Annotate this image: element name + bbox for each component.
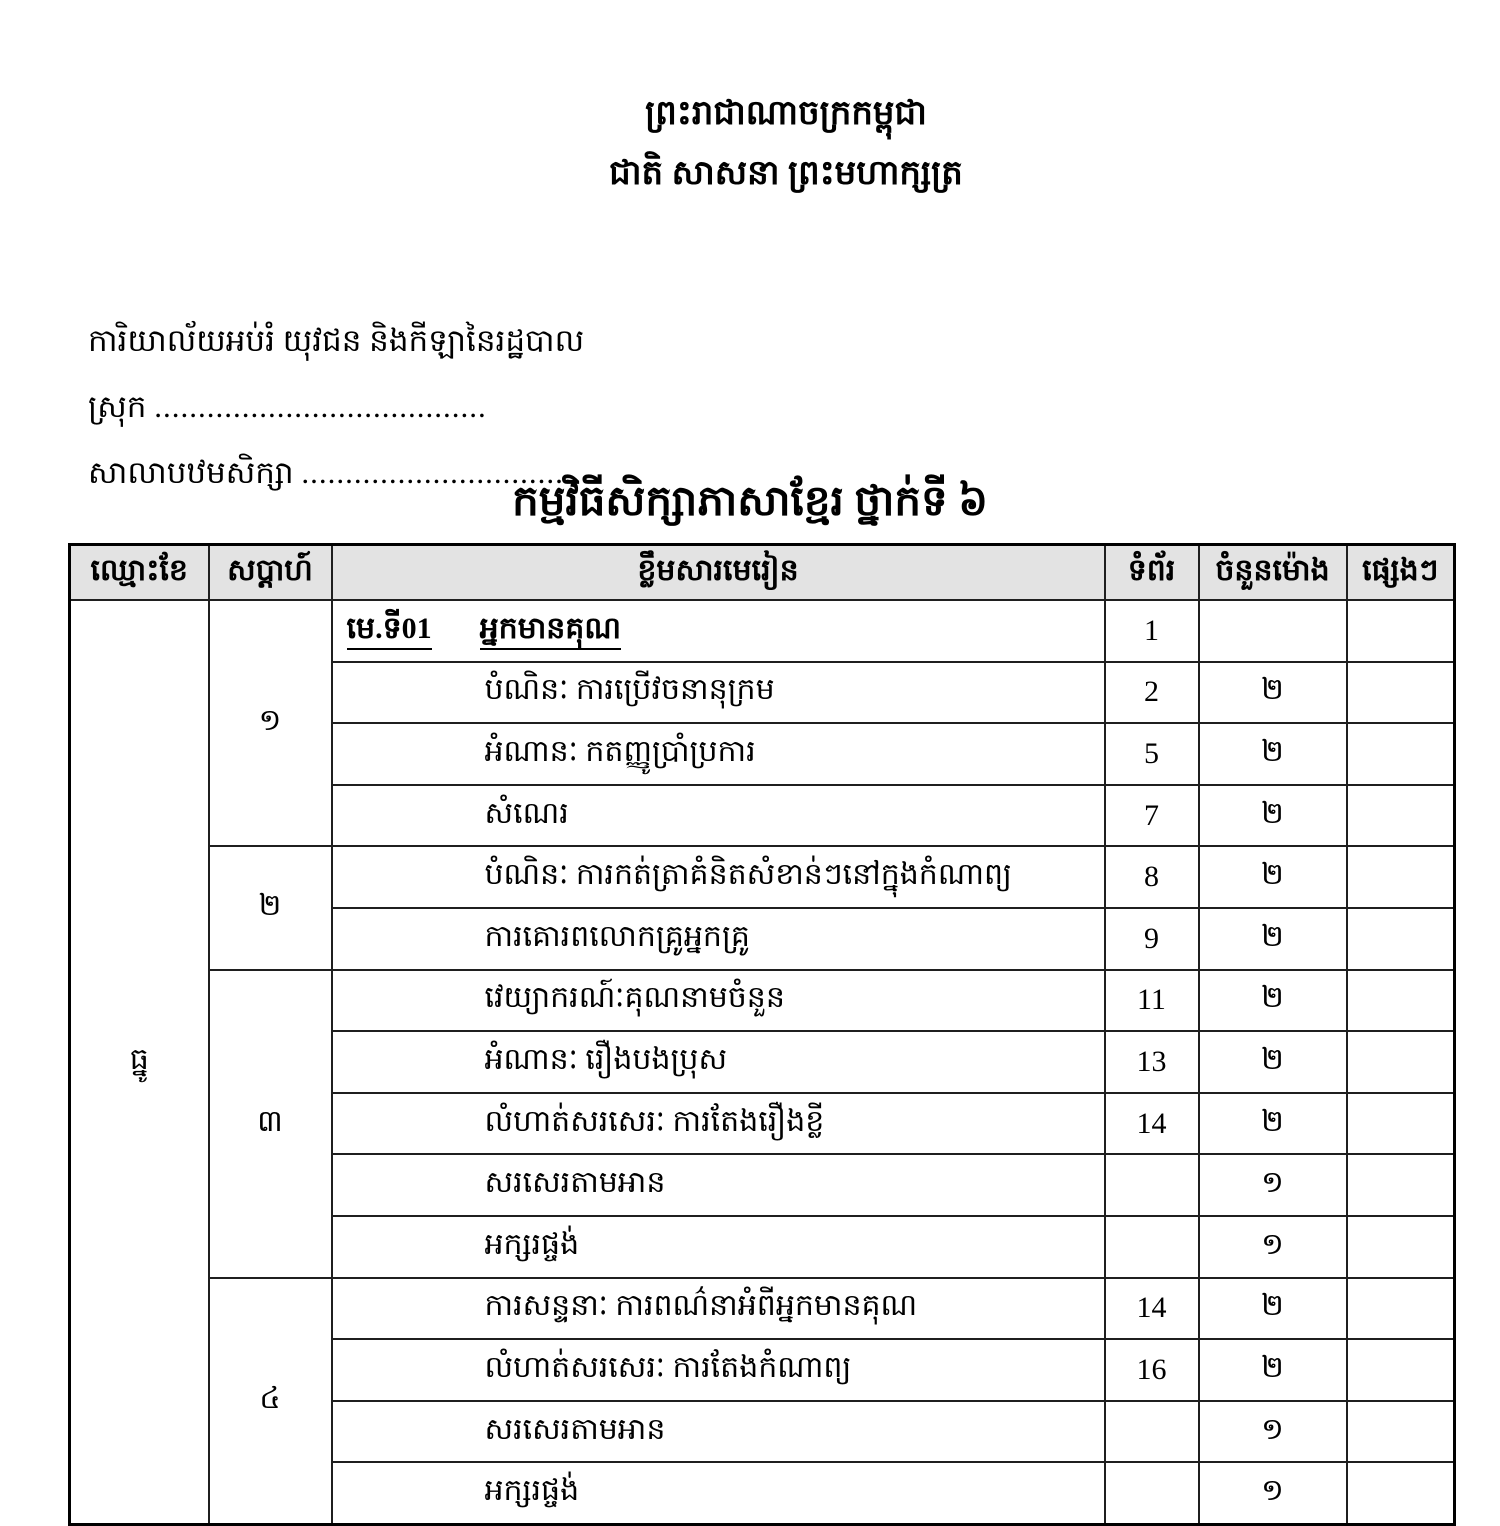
school-fill-in-line: .................................. [301,455,599,490]
hours-cell: ២ [1199,785,1347,847]
hours-cell [1199,600,1347,662]
content-cell: សំណេរ [332,785,1105,847]
month-cell: ធ្នូ [70,600,209,1524]
content-cell: អំណានៈ រឿងបងប្រុស [332,1031,1105,1093]
hours-cell: ២ [1199,1339,1347,1401]
hours-cell: ២ [1199,908,1347,970]
curriculum-table [68,543,1456,1526]
hours-cell: ២ [1199,1031,1347,1093]
table-header-row [70,545,1455,601]
column-header-other: ផ្សេងៗ [1347,545,1455,601]
page-cell: 14 [1105,1278,1199,1340]
other-cell [1347,723,1455,785]
district-label: ស្រុក [88,389,155,424]
other-cell [1347,1401,1455,1463]
hours-cell: ២ [1199,662,1347,724]
page-cell: 7 [1105,785,1199,847]
content-cell: លំហាត់សរសេរៈ ការតែងកំណាព្យ [332,1339,1105,1401]
table-row [70,846,1455,908]
content-cell: សរសេរតាមអាន [332,1401,1105,1463]
content-cell: អក្សរផ្ចង់ [332,1462,1105,1524]
other-cell [1347,1462,1455,1524]
other-cell [1347,785,1455,847]
page-cell [1105,1216,1199,1278]
table-row [70,1278,1455,1340]
column-header-lesson-content: ខ្លឹមសារមេរៀន [332,545,1105,601]
content-cell: លំហាត់សរសេរៈ ការតែងរឿងខ្លី [332,1093,1105,1155]
other-cell [1347,1154,1455,1216]
page-cell [1105,1462,1199,1524]
lesson-heading-cell [332,600,1105,662]
lesson-number: មេ.ទី01 [347,612,432,650]
hours-cell: ១ [1199,1216,1347,1278]
column-header-month: ឈ្មោះខែ [70,545,209,601]
content-cell: សរសេរតាមអាន [332,1154,1105,1216]
kingdom-motto-line2: ជាតិ សាសនា ព្រះមហាក្សត្រ [609,155,963,192]
content-cell: បំណិនៈ ការកត់ត្រាគំនិតសំខាន់ៗនៅក្នុងកំណាព្យ [332,846,1105,908]
content-cell: អំណានៈ កតញ្ញូប្រាំប្រការ [332,723,1105,785]
content-cell: អក្សរផ្ចង់ [332,1216,1105,1278]
content-cell: ការគោរពលោកគ្រូអ្នកគ្រូ [332,908,1105,970]
week-1-cell: ១ [209,600,332,846]
column-header-page: ទំព័រ [1105,545,1199,601]
other-cell [1347,662,1455,724]
district-line [88,374,599,440]
kingdom-header [36,84,1500,204]
content-cell: បំណិនៈ ការប្រើវចនានុក្រម [332,662,1105,724]
page-cell: 13 [1105,1031,1199,1093]
page-cell: 8 [1105,846,1199,908]
other-cell [1347,1216,1455,1278]
page-cell: 2 [1105,662,1199,724]
other-cell [1347,1031,1455,1093]
page-cell: 5 [1105,723,1199,785]
kingdom-motto-line1: ព្រះរាជាណាចក្រកម្ពុជា [645,95,927,132]
page-cell [1105,1401,1199,1463]
content-cell: ការសន្ទនាៈ ការពណ៌នាអំពីអ្នកមានគុណ [332,1278,1105,1340]
district-fill-in-line: ...................................... [154,389,487,424]
page-cell [1105,1154,1199,1216]
page-cell: 16 [1105,1339,1199,1401]
page-title: កម្មវិធីសិក្សាភាសាខ្មែរ ថ្នាក់ទី ៦ [512,479,988,525]
hours-cell: ១ [1199,1401,1347,1463]
hours-cell: ២ [1199,970,1347,1032]
hours-cell: ២ [1199,723,1347,785]
other-cell [1347,970,1455,1032]
page-cell: 9 [1105,908,1199,970]
other-cell [1347,846,1455,908]
hours-cell: ២ [1199,1278,1347,1340]
page-cell: 1 [1105,600,1199,662]
lesson-title: អ្នកមានគុណ [480,612,621,650]
page-cell: 11 [1105,970,1199,1032]
other-cell [1347,600,1455,662]
table-row [70,970,1455,1032]
other-cell [1347,1093,1455,1155]
column-header-hours: ចំនួនម៉ោង [1199,545,1347,601]
other-cell [1347,908,1455,970]
page-cell: 14 [1105,1093,1199,1155]
hours-cell: ១ [1199,1154,1347,1216]
hours-cell: ១ [1199,1462,1347,1524]
office-line: ការិយាល័យអប់រំ យុវជន និងកីឡានៃរដ្ឋបាល [88,323,585,358]
content-cell: វេយ្យាករណ៍ៈគុណនាមចំនួន [332,970,1105,1032]
other-cell [1347,1278,1455,1340]
other-cell [1347,1339,1455,1401]
week-4-cell: ៤ [209,1278,332,1525]
hours-cell: ២ [1199,1093,1347,1155]
table-row [70,600,1455,662]
week-3-cell: ៣ [209,970,332,1278]
column-header-week: សប្ដាហ៍ [209,545,332,601]
week-2-cell: ២ [209,846,332,969]
school-label: សាលាបឋមសិក្សា [88,455,302,490]
hours-cell: ២ [1199,846,1347,908]
